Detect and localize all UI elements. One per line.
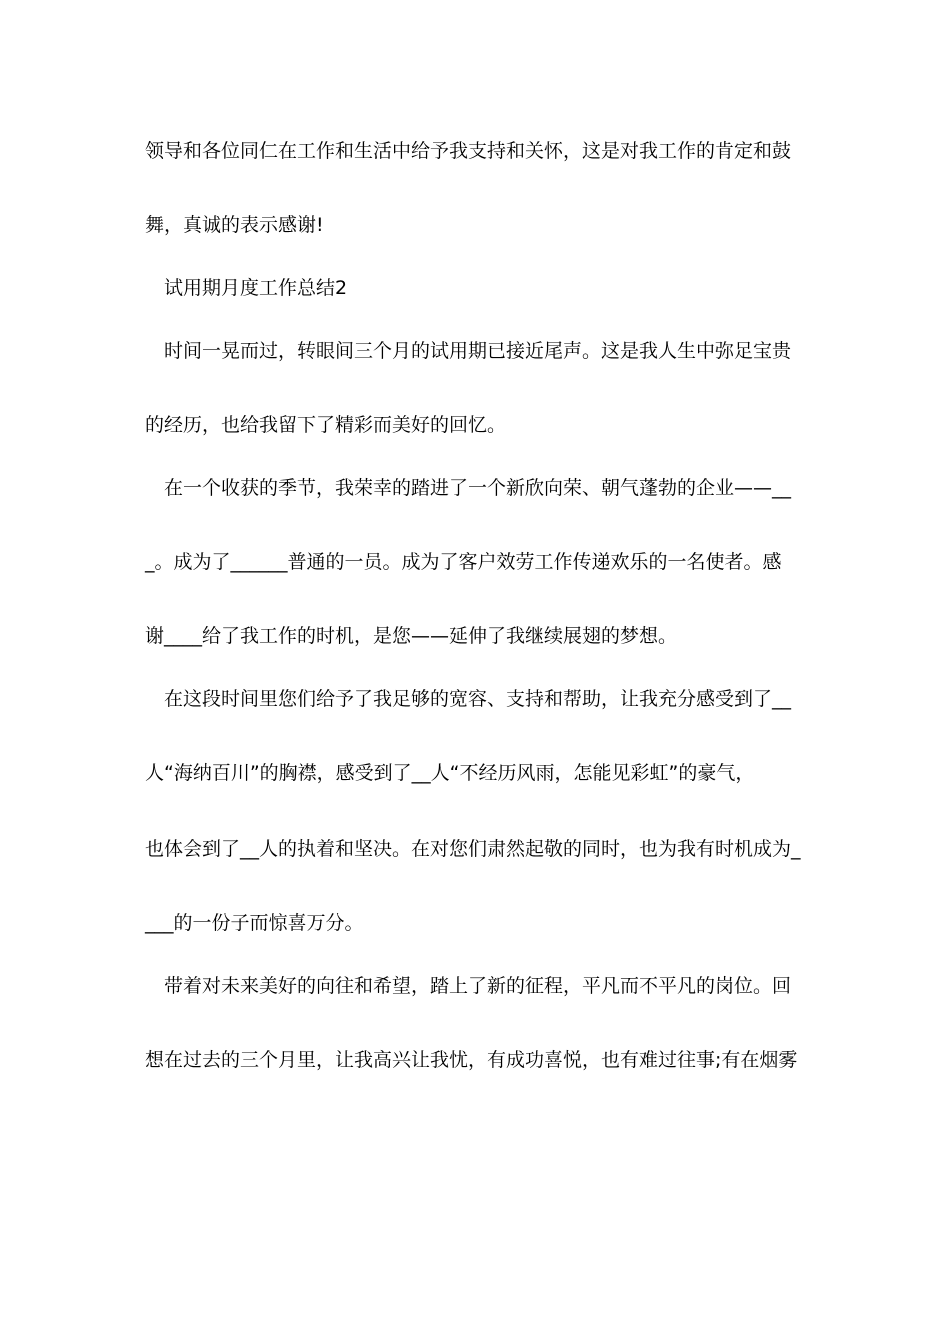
text-line: 领导和各位同仁在工作和生活中给予我支持和关怀，这是对我工作的肯定和鼓 [145, 140, 792, 162]
text-line: ___的一份子而惊喜万分。 [145, 912, 364, 934]
text-line: 想在过去的三个月里，让我高兴让我忧，有成功喜悦，也有难过往事;有在烟雾 [145, 1049, 798, 1071]
paragraph-start: 时间一晃而过，转眼间三个月的试用期已接近尾声。这是我人生中弥足宝贵 [164, 340, 792, 362]
text-line: 人“海纳百川”的胸襟，感受到了__人“不经历风雨，怎能见彩虹”的豪气， [145, 762, 755, 784]
text-line: 的经历，也给我留下了精彩而美好的回忆。 [145, 414, 507, 436]
section-heading: 试用期月度工作总结2 [164, 277, 348, 299]
text-line: 也体会到了__人的执着和坚决。在对您们肃然起敬的同时，也为我有时机成为_ [145, 838, 801, 860]
text-line: 谢____给了我工作的时机，是您——延伸了我继续展翅的梦想。 [145, 625, 678, 647]
paragraph-start: 带着对未来美好的向往和希望，踏上了新的征程，平凡而不平凡的岗位。回 [164, 975, 792, 997]
paragraph-start: 在这段时间里您们给予了我足够的宽容、支持和帮助，让我充分感受到了__ [164, 688, 792, 710]
text-line: 舞，真诚的表示感谢! [145, 214, 324, 236]
text-line: _。成为了______普通的一员。成为了客户效劳工作传递欢乐的一名使者。感 [145, 551, 782, 573]
paragraph-start: 在一个收获的季节，我荣幸的踏进了一个新欣向荣、朝气蓬勃的企业——__ [164, 477, 792, 499]
